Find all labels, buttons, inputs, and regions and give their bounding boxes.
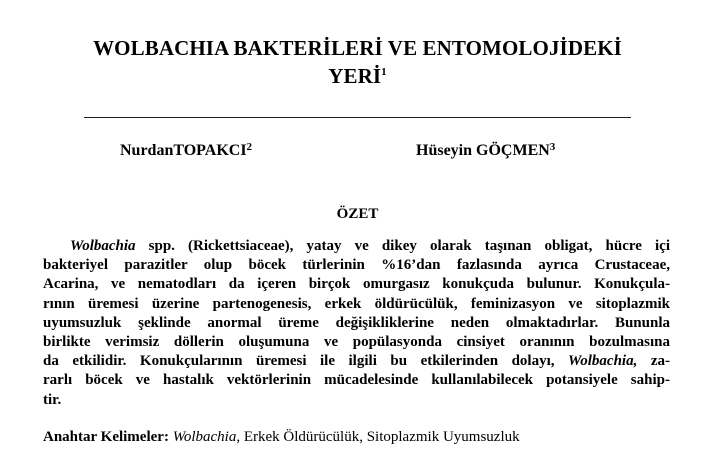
abstract-line-text: spp. (Rickettsiaceae), yatay ve dikey olarak taşınan obligat, hücre içi: [135, 238, 670, 254]
title-divider: [84, 117, 631, 118]
title-line-1: WOLBACHIA BAKTERİLERİ VE ENTOMOLOJİDEKİ: [93, 36, 622, 60]
abstract-line: bakteriyel parazitler olup böcek türlerinin %16’dan fazlasında ayrıca Crustaceae,: [43, 257, 670, 274]
abstract-line-text: da etkilidir. Konukçularının üremesi ile ilgili bu etkilerinden dolayı,: [43, 353, 569, 370]
abstract-line-italic: Wolbachia: [70, 238, 136, 254]
abstract-line-italic: Wolbachia,: [568, 353, 638, 370]
keywords-italic: Wolbachia: [172, 429, 237, 445]
abstract-line: rarlı böcek ve hastalık vektörlerinin mücadelesinde kullanılabilecek potansiyele sahip-: [43, 372, 670, 389]
abstract-line: tir.: [43, 391, 62, 408]
abstract-line: rının üremesi üzerine partenogenesis, erkek öldürücülük, feminizasyon ve sitoplazmik: [43, 295, 670, 312]
author-2: [416, 141, 555, 161]
abstract-line: [43, 237, 670, 256]
keywords-rest: , Erkek Öldürücülük, Sitoplazmik Uyumsuzluk: [236, 429, 520, 445]
author-2-name: Hüseyin GÖÇMEN: [416, 142, 550, 159]
paper-title: [40, 34, 675, 90]
abstract-line-text: za-: [637, 353, 671, 370]
author-1-name: NurdanTOPAKCI: [120, 142, 247, 159]
abstract-line: Acarina, ve nematodları da içeren birçok omurgasız konukçuda bulunur. Konukçula-: [43, 276, 670, 293]
author-1-footnote-marker: 2: [246, 141, 253, 153]
abstract-line: uyumsuzluk şeklinde anormal üreme değişikliklerine neden olmaktadırlar. Bununla: [43, 314, 670, 331]
abstract-line: birlikte verimsiz döllerin oluşumuna ve popülasyonda cinsiyet oranının bozulmasına: [43, 333, 670, 350]
author-1: [120, 141, 252, 161]
abstract-body: [43, 237, 670, 410]
title-line-2-text: YERİ: [328, 64, 382, 88]
author-2-footnote-marker: 3: [549, 141, 556, 153]
title-line-2: [40, 62, 675, 90]
abstract-heading: ÖZET: [336, 206, 379, 222]
title-footnote-marker: 1: [381, 66, 387, 78]
keywords: [43, 428, 670, 447]
abstract-line: [43, 352, 670, 371]
keywords-label: Anahtar Kelimeler:: [43, 429, 169, 445]
